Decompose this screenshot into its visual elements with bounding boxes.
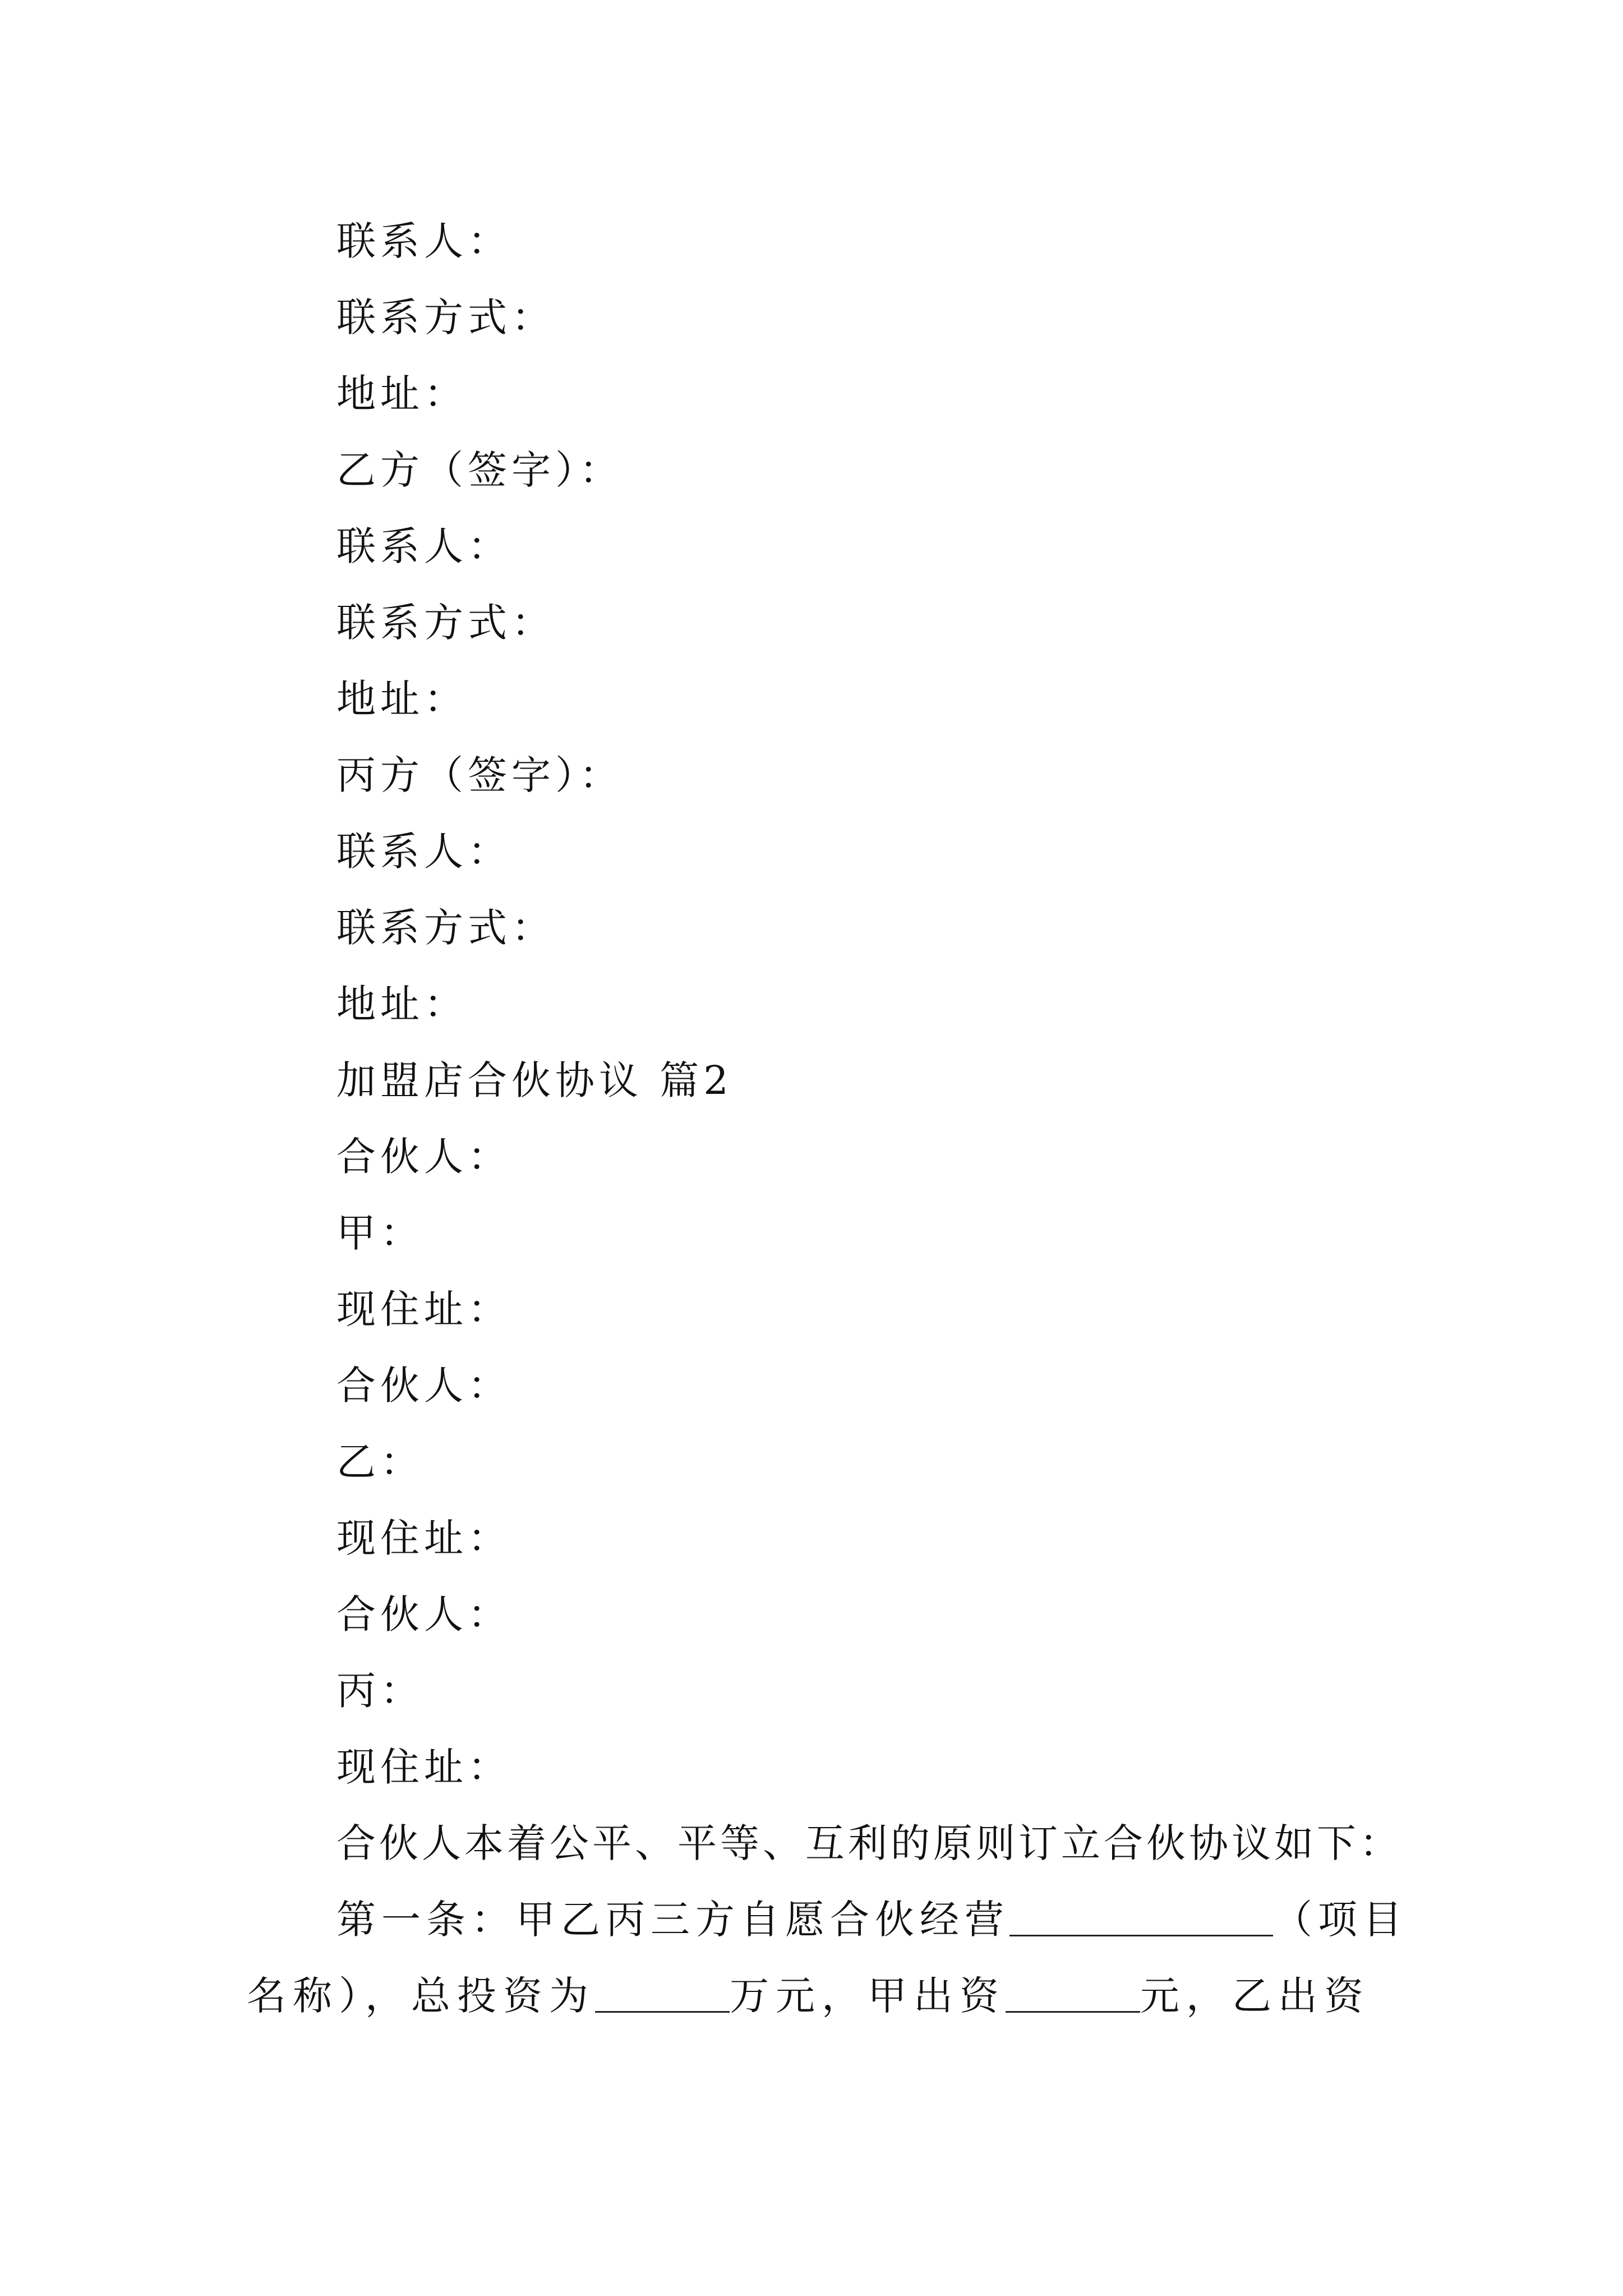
article-1-text: 名称），总投资为 [247, 1973, 595, 2019]
contact-method-label: 联系方式： [336, 600, 555, 646]
party-c-label: 丙： [336, 1668, 424, 1714]
section-heading: 加盟店合伙协议 篇2 [336, 1057, 733, 1103]
contact-person-label: 联系人： [336, 829, 511, 875]
address-label: 地址： [336, 981, 468, 1027]
principle-statement: 合伙人本着公平、平等、互利的原则订立合伙协议如下： [336, 1820, 1402, 1866]
article-1-text: 元，乙出资 [1140, 1973, 1370, 2019]
contact-person-label: 联系人： [336, 523, 511, 569]
project-name-blank [1009, 1899, 1273, 1936]
party-a-label: 甲： [336, 1210, 424, 1256]
partner-label: 合伙人： [336, 1591, 511, 1637]
party-b-label: 乙： [336, 1439, 424, 1485]
article-1-line-2 [247, 1970, 1370, 2022]
current-address-label: 现住址： [336, 1515, 511, 1561]
address-label: 地址： [336, 371, 468, 417]
contact-method-label: 联系方式： [336, 905, 555, 951]
current-address-label: 现住址： [336, 1744, 511, 1790]
article-1-text: （项目 [1273, 1897, 1408, 1943]
current-address-label: 现住址： [336, 1286, 511, 1332]
article-1-line-1 [336, 1894, 1408, 1945]
contact-method-label: 联系方式： [336, 295, 555, 341]
party-a-contribution-blank [1006, 1975, 1140, 2013]
article-1-text: 万元，甲出资 [730, 1973, 1006, 2019]
article-1-text: 第一条：甲乙丙三方自愿合伙经营 [336, 1897, 1009, 1943]
partner-label: 合伙人： [336, 1363, 511, 1409]
party-b-signature-label: 乙方（签字）： [336, 447, 623, 493]
total-investment-blank [595, 1975, 730, 2013]
address-label: 地址： [336, 676, 468, 722]
party-c-signature-label: 丙方（签字）： [336, 752, 623, 798]
partner-label: 合伙人： [336, 1134, 511, 1180]
contact-person-label: 联系人： [336, 218, 511, 264]
